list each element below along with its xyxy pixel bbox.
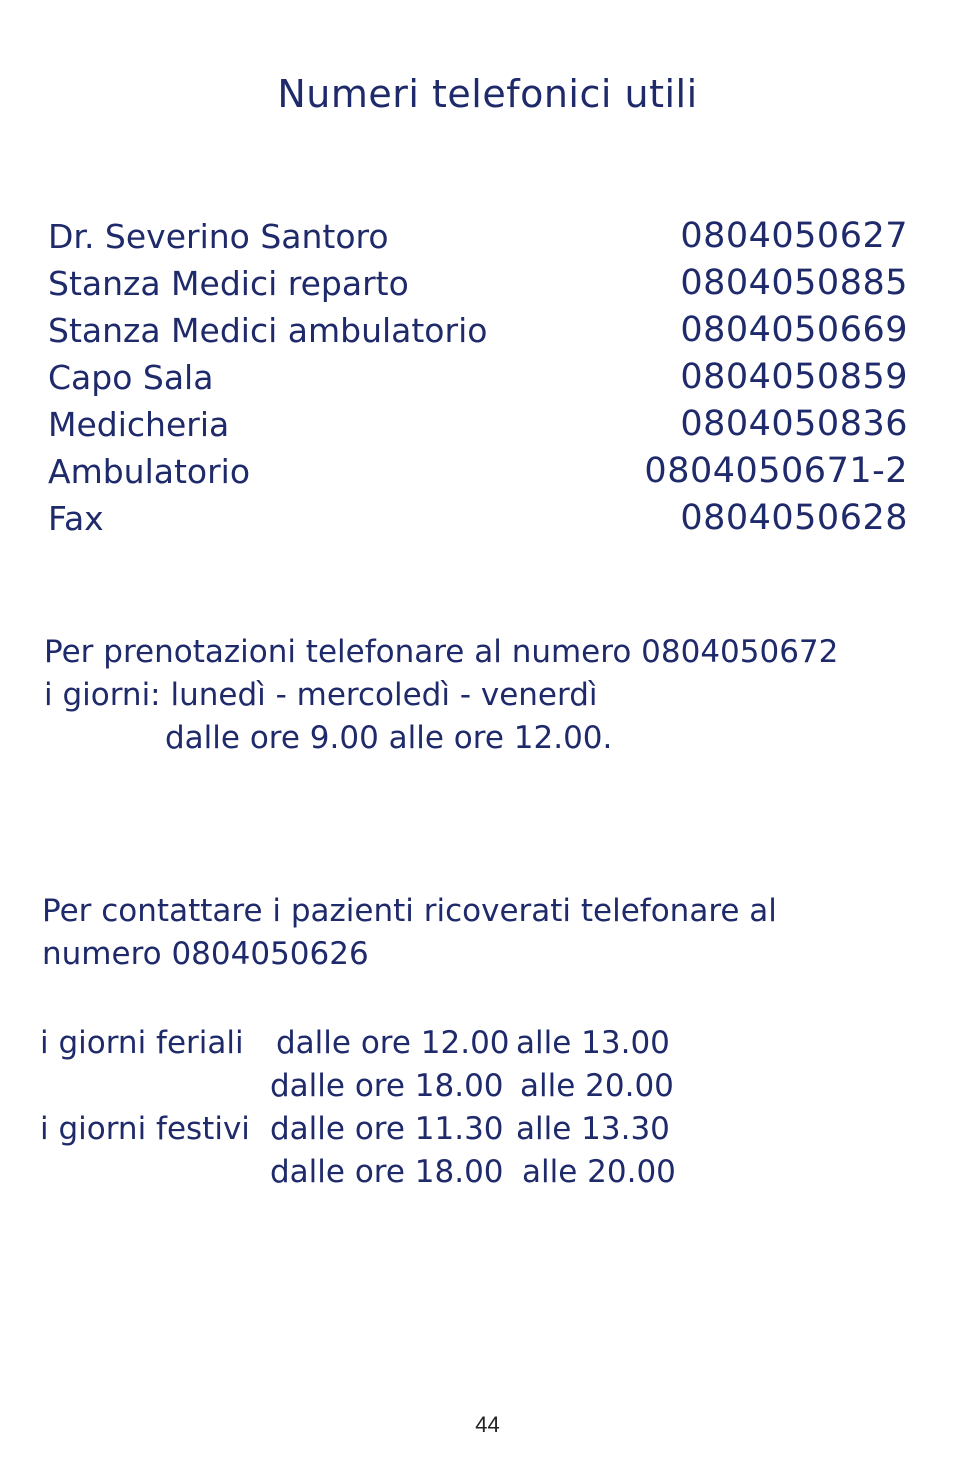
schedule-to: alle 13.30 [516,1111,670,1147]
schedule-from: dalle ore 18.00 [270,1068,504,1104]
page-number: 44 [475,1412,500,1437]
schedule-from: dalle ore 12.00 [276,1025,510,1061]
schedule-to: alle 20.00 [520,1068,674,1104]
contact-number: 0804050669 [680,310,908,350]
contact-number: 0804050628 [680,498,908,538]
contact-name: Dr. Severino Santoro [48,216,389,256]
contact-name: Stanza Medici reparto [48,263,409,303]
schedule-row [40,1154,720,1198]
patients-text: Per contattare i pazienti ricoverati telefonare al [42,893,777,929]
patients-number: numero 0804050626 [42,936,369,972]
schedule-from: dalle ore 11.30 [270,1111,504,1147]
contact-name: Fax [48,498,104,538]
schedule-label: i giorni festivi [40,1111,250,1147]
schedule-row [40,1025,720,1069]
contact-number: 0804050627 [680,216,908,256]
page-title: Numeri telefonici utili [277,72,698,116]
contact-name: Stanza Medici ambulatorio [48,310,488,350]
booking-days: i giorni: lunedì - mercoledì - venerdì [44,677,598,713]
schedule-row [40,1111,720,1155]
schedule-label: i giorni feriali [40,1025,244,1061]
contact-name: Capo Sala [48,357,214,397]
contact-row [48,354,908,400]
schedule-to: alle 20.00 [522,1154,676,1190]
schedule-row [40,1068,720,1112]
contact-row [48,307,908,353]
schedule-from: dalle ore 18.00 [270,1154,504,1190]
contact-number: 0804050885 [680,263,908,303]
contact-row [48,448,908,494]
contact-row [48,495,908,541]
contact-row [48,260,908,306]
contact-number: 0804050859 [680,357,908,397]
contact-name: Medicheria [48,404,230,444]
booking-hours: dalle ore 9.00 alle ore 12.00. [165,720,613,756]
contact-number: 0804050671-2 [644,451,908,491]
booking-text: Per prenotazioni telefonare al numero 0804050672 [44,634,839,670]
contact-number: 0804050836 [680,404,908,444]
contact-row [48,213,908,259]
contact-name: Ambulatorio [48,451,251,491]
schedule-to: alle 13.00 [516,1025,670,1061]
contact-row [48,401,908,447]
